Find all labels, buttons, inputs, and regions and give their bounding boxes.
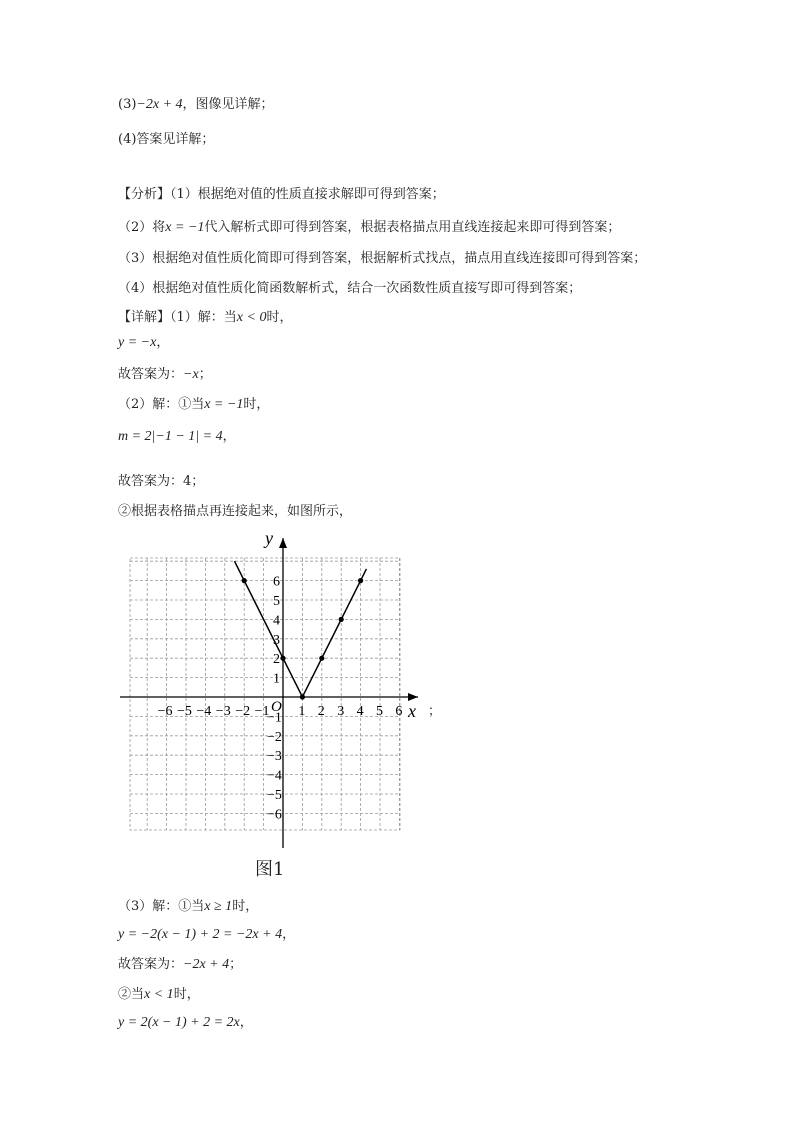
equation-4-expr: y = 2(x − 1) + 2 = 2x: [118, 1015, 240, 1030]
detail-3-cond: x ≥ 1: [204, 899, 233, 914]
data-point: [242, 578, 247, 583]
equation-3-expr: y = −2(x − 1) + 2 = −2x + 4: [118, 927, 283, 942]
x-tick-label: −2: [235, 704, 251, 719]
curve: [235, 561, 367, 699]
figure-caption: 图1: [255, 859, 285, 880]
grid-border: [130, 558, 403, 830]
equation-3-comma: ，: [282, 927, 296, 942]
analysis-3: （3）根据绝对值性质化简即可得到答案，根据解析式找点，描点用直线连接即可得到答案；: [118, 251, 647, 266]
detail-3b: [118, 986, 200, 1004]
step-2: ②根据表格描点再连接起来，如图所示，: [118, 504, 353, 519]
answer-2: 故答案为：4；: [118, 474, 205, 489]
analysis-heading: 【分析】（1）根据绝对值的性质直接求解即可得到答案；: [118, 187, 445, 202]
function-line: [235, 561, 367, 697]
answer-3-c: ；: [229, 957, 243, 972]
detail-3b-c: 时，: [173, 987, 200, 1002]
detail-2-cond: x = −1: [204, 397, 244, 412]
y-tick-label: 6: [273, 574, 280, 590]
y-tick-label: −4: [267, 768, 282, 784]
answer-3: [118, 956, 242, 974]
y-tick-label: −6: [267, 807, 282, 823]
analysis-2-expr: x = −1: [165, 220, 205, 235]
answer-1-c: ；: [198, 367, 212, 382]
data-point: [300, 694, 305, 699]
analysis-2-c: 代入解析式即可得到答案，根据表格描点用直线连接起来即可得到答案；: [204, 220, 621, 235]
detail-2-c: 时，: [243, 397, 270, 412]
answer-3-suffix: ，图像见详解；: [182, 97, 274, 112]
y-tick-label: 1: [273, 671, 280, 687]
detail-3b-a: ②当: [118, 987, 145, 1002]
data-point: [358, 578, 363, 583]
y-tick-label: 5: [273, 594, 280, 609]
detail-3b-cond: x < 1: [144, 987, 174, 1002]
grid: [130, 558, 403, 830]
equation-1: [118, 334, 169, 352]
tick-labels: [158, 530, 416, 822]
x-tick-label: 2: [317, 704, 325, 719]
equation-4-comma: ，: [239, 1015, 253, 1030]
data-point: [339, 617, 344, 622]
x-axis-label: x: [408, 701, 416, 721]
y-axis-arrow: [279, 538, 287, 548]
answer-1-a: 故答案为：: [118, 367, 184, 382]
x-tick-label: −4: [196, 704, 212, 719]
detail-3-c: 时，: [232, 899, 259, 914]
x-tick-label: −5: [177, 704, 192, 719]
answer-1-expr: −x: [183, 367, 199, 382]
answer-3-prefix: (3): [118, 97, 137, 112]
y-tick-label: 4: [273, 613, 280, 629]
equation-3: [118, 926, 295, 944]
data-point: [319, 656, 324, 661]
answer-3-expr2: −2x + 4: [183, 957, 230, 972]
y-axis-label: y: [265, 530, 273, 548]
equation-4: [118, 1014, 253, 1032]
detail-1-a: 【详解】（1）解：当: [118, 310, 237, 325]
equation-1-comma: ，: [156, 335, 170, 350]
x-tick-label: 1: [298, 704, 306, 719]
equation-2-comma: ，: [222, 429, 236, 444]
answer-3-a: 故答案为：: [118, 957, 184, 972]
y-tick-label: 3: [273, 632, 280, 648]
detail-3-a: （3）解：①当: [118, 899, 205, 914]
equation-1-expr: y = −x: [118, 335, 157, 350]
detail-2: [118, 396, 269, 414]
detail-3: [118, 898, 258, 916]
x-tick-label: −6: [157, 704, 173, 719]
answer-3-line: [118, 96, 274, 114]
detail-1-c: 时，: [266, 310, 293, 325]
equation-2-expr: m = 2|−1 − 1| = 4: [118, 429, 223, 444]
function-graph: [118, 530, 428, 850]
x-axis-arrow: [408, 693, 418, 701]
x-tick-label: 4: [356, 704, 364, 719]
y-tick-label: −2: [267, 729, 282, 745]
y-tick-label: −3: [267, 749, 282, 765]
analysis-2-a: （2）将: [118, 220, 166, 235]
detail-2-a: （2）解：①当: [118, 397, 205, 412]
x-tick-label: 6: [395, 704, 403, 719]
answer-3-expr: −2x + 4: [136, 97, 183, 112]
answer-4-line: (4)答案见详解；: [118, 132, 215, 147]
x-tick-label: −1: [254, 704, 270, 719]
analysis-2: [118, 219, 620, 237]
data-point: [280, 656, 285, 661]
y-tick-label: 2: [273, 652, 280, 668]
y-tick-label: −1: [267, 710, 282, 726]
x-tick-label: −3: [215, 704, 231, 719]
detail-1-cond: x < 0: [236, 310, 267, 325]
semicolon: ；: [428, 704, 442, 719]
detail-1: [118, 309, 292, 327]
x-tick-label: 3: [337, 704, 345, 719]
x-tick-label: 5: [376, 704, 383, 719]
equation-2: [118, 428, 236, 446]
origin-label: O: [271, 699, 282, 715]
y-tick-label: −5: [267, 788, 282, 803]
analysis-4: （4）根据绝对值性质化简函数解析式，结合一次函数性质直接写即可得到答案；: [118, 281, 582, 296]
answer-1: [118, 366, 212, 384]
